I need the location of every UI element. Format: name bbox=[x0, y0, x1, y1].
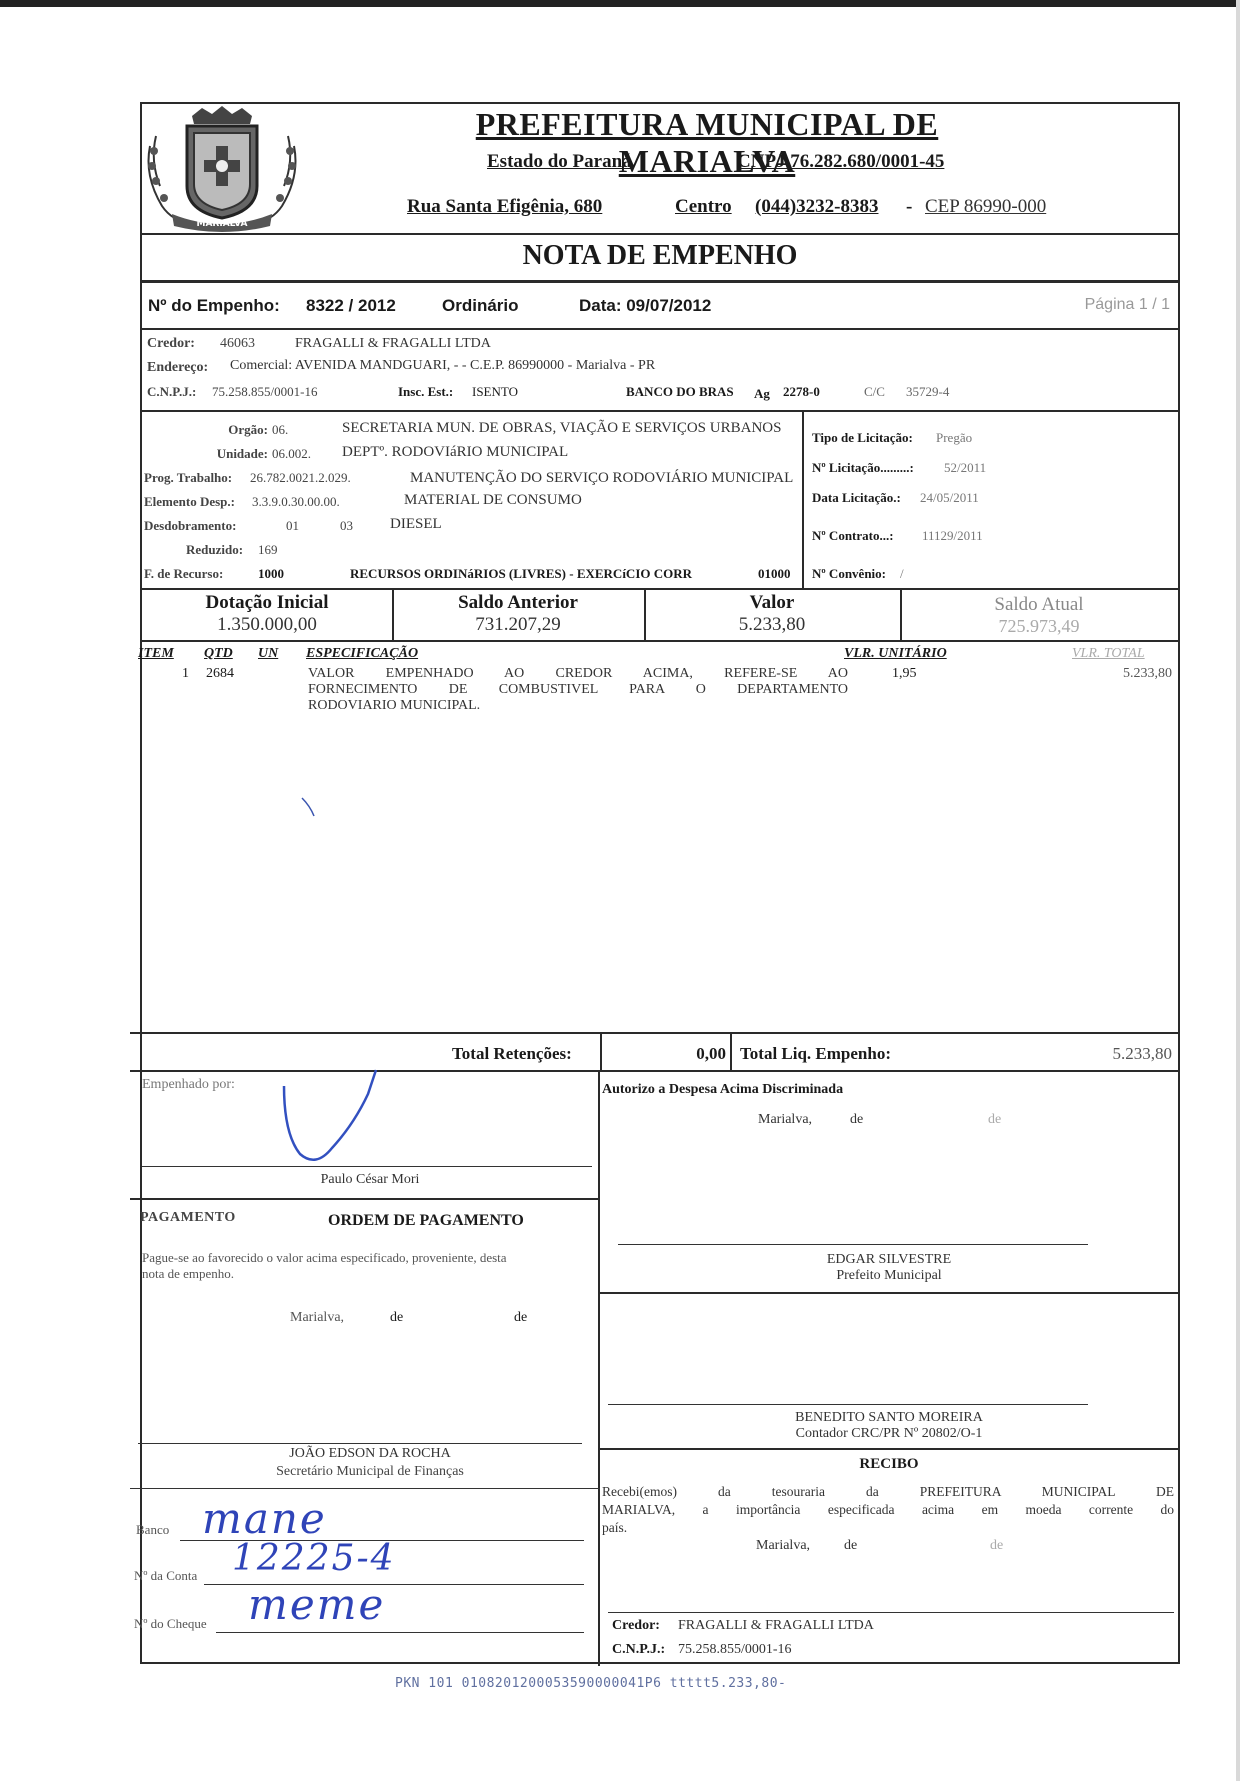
recurso-number: 01000 bbox=[758, 566, 791, 581]
agency-label: Ag bbox=[754, 386, 770, 401]
credor-address: Comercial: AVENIDA MANDGUARI, - - C.E.P. 86990000 - Marialva - PR bbox=[230, 358, 656, 373]
data-licitacao-label: Data Licitação.: bbox=[812, 490, 901, 505]
address-street: Rua Santa Efigênia, 680 bbox=[407, 196, 603, 217]
tipo-licitacao-label: Tipo de Licitação: bbox=[812, 430, 913, 445]
page-indicator: Página 1 / 1 bbox=[1084, 296, 1170, 313]
contador-signature-line bbox=[608, 1404, 1088, 1405]
endereco-label: Endereço: bbox=[147, 360, 209, 375]
valor-value: 5.233,80 bbox=[738, 614, 806, 635]
contrato-value: 11129/2011 bbox=[922, 528, 983, 543]
credor-name: FRAGALLI & FRAGALLI LTDA bbox=[295, 336, 491, 351]
tipo-licitacao-value: Pregão bbox=[936, 430, 973, 445]
reduzido-label: Reduzido: bbox=[186, 542, 244, 557]
prefeito-nome: EDGAR SILVESTRE bbox=[826, 1252, 952, 1267]
scan-top-edge bbox=[0, 0, 1240, 7]
cheque-label: Nº do Cheque bbox=[134, 1616, 207, 1631]
item-unit-price: 1,95 bbox=[892, 666, 917, 681]
insc-label: Insc. Est.: bbox=[398, 384, 454, 399]
recurso-label: F. de Recurso: bbox=[144, 566, 224, 581]
banco-label: Banco bbox=[136, 1522, 170, 1537]
total-retencoes-label: Total Retenções: bbox=[452, 1044, 572, 1063]
prog-name: MANUTENÇÃO DO SERVIÇO RODOVIÁRIO MUNICIPAL bbox=[410, 470, 794, 486]
address-phone: (044)3232-8383 bbox=[755, 196, 879, 217]
contador-nome: BENEDITO SANTO MOREIRA bbox=[795, 1410, 983, 1425]
recurso-code: 1000 bbox=[258, 566, 284, 581]
recibo-texto-2: MARIALVA, a importância especificada acima em moeda corrente do bbox=[602, 1502, 1174, 1517]
recurso-name: RECURSOS ORDINáRIOS (LIVRES) - EXERCíCIO CORR bbox=[350, 566, 693, 581]
account-number: 35729-4 bbox=[906, 384, 950, 399]
col-header-total: VLR. TOTAL bbox=[1072, 646, 1145, 661]
autorizo-de-1: de bbox=[850, 1112, 864, 1127]
col-header-especificacao: ESPECIFICAÇÃO bbox=[306, 646, 419, 661]
autorizo-de-2: de bbox=[988, 1112, 1002, 1127]
dotacao-inicial-label: Dotação Inicial bbox=[205, 592, 329, 613]
account-label: C/C bbox=[864, 384, 885, 399]
document-title: NOTA DE EMPENHO bbox=[522, 240, 798, 271]
autorizo-marialva: Marialva, bbox=[758, 1112, 813, 1127]
agency-number: 2278-0 bbox=[783, 384, 820, 399]
elemento-name: MATERIAL DE CONSUMO bbox=[404, 492, 582, 508]
desdobramento-label: Desdobramento: bbox=[144, 518, 237, 533]
col-header-item: ITEM bbox=[138, 646, 174, 661]
cnpj-label: C.N.P.J.: bbox=[147, 384, 197, 399]
address-cep: CEP 86990-000 bbox=[925, 196, 1047, 217]
estado-label: Estado do Paraná bbox=[487, 151, 632, 172]
saldo-anterior-value: 731.207,29 bbox=[475, 614, 561, 635]
unidade-code: 06.002. bbox=[272, 446, 311, 461]
data-licitacao-value: 24/05/2011 bbox=[920, 490, 979, 505]
prog-label: Prog. Trabalho: bbox=[144, 470, 233, 485]
cnpj-prefeitura: CNPJ 76.282.680/0001-45 bbox=[737, 151, 945, 172]
recibo-marialva: Marialva, bbox=[756, 1538, 811, 1553]
total-liquido-value: 5.233,80 bbox=[1112, 1044, 1172, 1063]
unidade-name: DEPTº. RODOVIáRIO MUNICIPAL bbox=[342, 444, 569, 460]
footer-code: PKN 101 0108201200053590000041P6 ttttt5.233,80- bbox=[395, 1676, 787, 1691]
recibo-de-1: de bbox=[844, 1538, 858, 1553]
item-description-line-2: FORNECIMENTO DE COMBUSTIVEL PARA O DEPARTAMENTO bbox=[308, 682, 848, 697]
municipal-crest bbox=[142, 106, 302, 236]
credor-label: Credor: bbox=[147, 336, 195, 351]
pagamento-de-1: de bbox=[390, 1310, 404, 1325]
recibo-texto-3: país. bbox=[602, 1520, 628, 1535]
empenhado-por-nome: Paulo César Mori bbox=[320, 1172, 420, 1187]
recibo-cnpj-label: C.N.P.J.: bbox=[612, 1642, 666, 1657]
valor-label: Valor bbox=[749, 592, 795, 613]
secretario-nome: JOÃO EDSON DA ROCHA bbox=[289, 1446, 451, 1461]
prefeitura-title: PREFEITURA MUNICIPAL DE MARIALVA bbox=[475, 106, 939, 179]
contrato-label: Nº Contrato...: bbox=[812, 528, 894, 543]
address-centro: Centro bbox=[675, 196, 732, 217]
total-retencoes-value: 0,00 bbox=[696, 1044, 726, 1063]
credor-code: 46063 bbox=[220, 336, 255, 351]
pagamento-label: PAGAMENTO bbox=[140, 1210, 236, 1225]
pagamento-texto-2: nota de empenho. bbox=[142, 1266, 235, 1281]
address-separator: - bbox=[906, 196, 913, 217]
orgao-label: Orgão: bbox=[228, 422, 268, 437]
col-header-qtd: QTD bbox=[204, 646, 233, 661]
orgao-code: 06. bbox=[272, 422, 289, 437]
empenho-date: Data: 09/07/2012 bbox=[579, 296, 712, 315]
insc-value: ISENTO bbox=[472, 384, 518, 399]
orgao-name: SECRETARIA MUN. DE OBRAS, VIAÇÃO E SERVIÇOS URBANOS bbox=[342, 420, 782, 436]
saldo-anterior-label: Saldo Anterior bbox=[458, 592, 578, 613]
autorizo-text: Autorizo a Despesa Acima Discriminada bbox=[602, 1082, 844, 1097]
crest-label: MARIALVA bbox=[196, 219, 248, 229]
saldo-atual-label: Saldo Atual bbox=[994, 594, 1084, 615]
item-description-line-1: VALOR EMPENHADO AO CREDOR ACIMA, REFERE-SE AO bbox=[308, 666, 848, 681]
empenho-type: Ordinário bbox=[442, 296, 519, 315]
pagamento-de-2: de bbox=[514, 1310, 528, 1325]
prog-code: 26.782.0021.2.029. bbox=[250, 470, 351, 485]
convenio-value: / bbox=[900, 566, 904, 581]
empenhado-por-label: Empenhado por: bbox=[142, 1077, 235, 1092]
recibo-credor-label: Credor: bbox=[612, 1618, 660, 1633]
recibo-de-2: de bbox=[990, 1538, 1004, 1553]
recibo-cnpj-value: 75.258.855/0001-16 bbox=[678, 1642, 792, 1657]
col-header-un: UN bbox=[258, 646, 279, 661]
pagamento-texto-1: Pague-se ao favorecido o valor acima especificado, proveniente, desta bbox=[142, 1250, 507, 1265]
empenho-label: Nº do Empenho: bbox=[148, 296, 280, 315]
pen-mark bbox=[292, 794, 332, 824]
cheque-handwritten: meme bbox=[248, 1580, 386, 1629]
saldo-atual-value: 725.973,49 bbox=[998, 616, 1080, 636]
banco-handwritten: mane bbox=[202, 1494, 327, 1543]
unidade-label: Unidade: bbox=[216, 446, 268, 461]
conta-label: Nº da Conta bbox=[134, 1568, 198, 1583]
licitacao-num-value: 52/2011 bbox=[944, 460, 987, 475]
desdobramento-a: 01 bbox=[286, 518, 299, 533]
col-header-unitario: VLR. UNITÁRIO bbox=[844, 646, 947, 661]
nota-de-empenho bbox=[134, 102, 1180, 1664]
conta-handwritten: 12225-4 bbox=[232, 1538, 396, 1579]
item-qty: 2684 bbox=[206, 666, 234, 681]
item-number: 1 bbox=[182, 666, 189, 681]
secretario-cargo: Secretário Municipal de Finanças bbox=[276, 1464, 464, 1479]
scan-right-edge bbox=[1236, 0, 1240, 1781]
credor-cnpj: 75.258.855/0001-16 bbox=[212, 384, 318, 399]
bank-name: BANCO DO BRAS bbox=[626, 384, 734, 399]
signature-empenho bbox=[272, 1064, 402, 1174]
licitacao-num-label: Nº Licitação.........: bbox=[812, 460, 914, 475]
dotacao-inicial-value: 1.350.000,00 bbox=[217, 614, 317, 635]
ordem-pagamento-title: ORDEM DE PAGAMENTO bbox=[328, 1212, 524, 1229]
crest-icon bbox=[142, 106, 302, 236]
reduzido-value: 169 bbox=[258, 542, 278, 557]
total-liquido-label: Total Liq. Empenho: bbox=[740, 1044, 891, 1063]
recibo-credor-name: FRAGALLI & FRAGALLI LTDA bbox=[678, 1618, 874, 1633]
recibo-texto-1: Recebi(emos) da tesouraria da PREFEITURA MUNICIPAL DE bbox=[602, 1484, 1174, 1499]
empenho-number: 8322 / 2012 bbox=[306, 296, 396, 315]
desdobramento-b: 03 bbox=[340, 518, 353, 533]
desdobramento-name: DIESEL bbox=[390, 516, 442, 532]
elemento-code: 3.3.9.0.30.00.00. bbox=[252, 494, 340, 509]
item-total-price: 5.233,80 bbox=[1123, 666, 1172, 681]
recibo-title: RECIBO bbox=[859, 1456, 919, 1472]
elemento-label: Elemento Desp.: bbox=[144, 494, 235, 509]
convenio-label: Nº Convênio: bbox=[812, 566, 886, 581]
prefeito-cargo: Prefeito Municipal bbox=[836, 1268, 942, 1283]
contador-cargo: Contador CRC/PR Nº 20802/O-1 bbox=[795, 1426, 983, 1441]
item-description-line-3: RODOVIARIO MUNICIPAL. bbox=[308, 698, 481, 713]
pagamento-marialva: Marialva, bbox=[290, 1310, 345, 1325]
